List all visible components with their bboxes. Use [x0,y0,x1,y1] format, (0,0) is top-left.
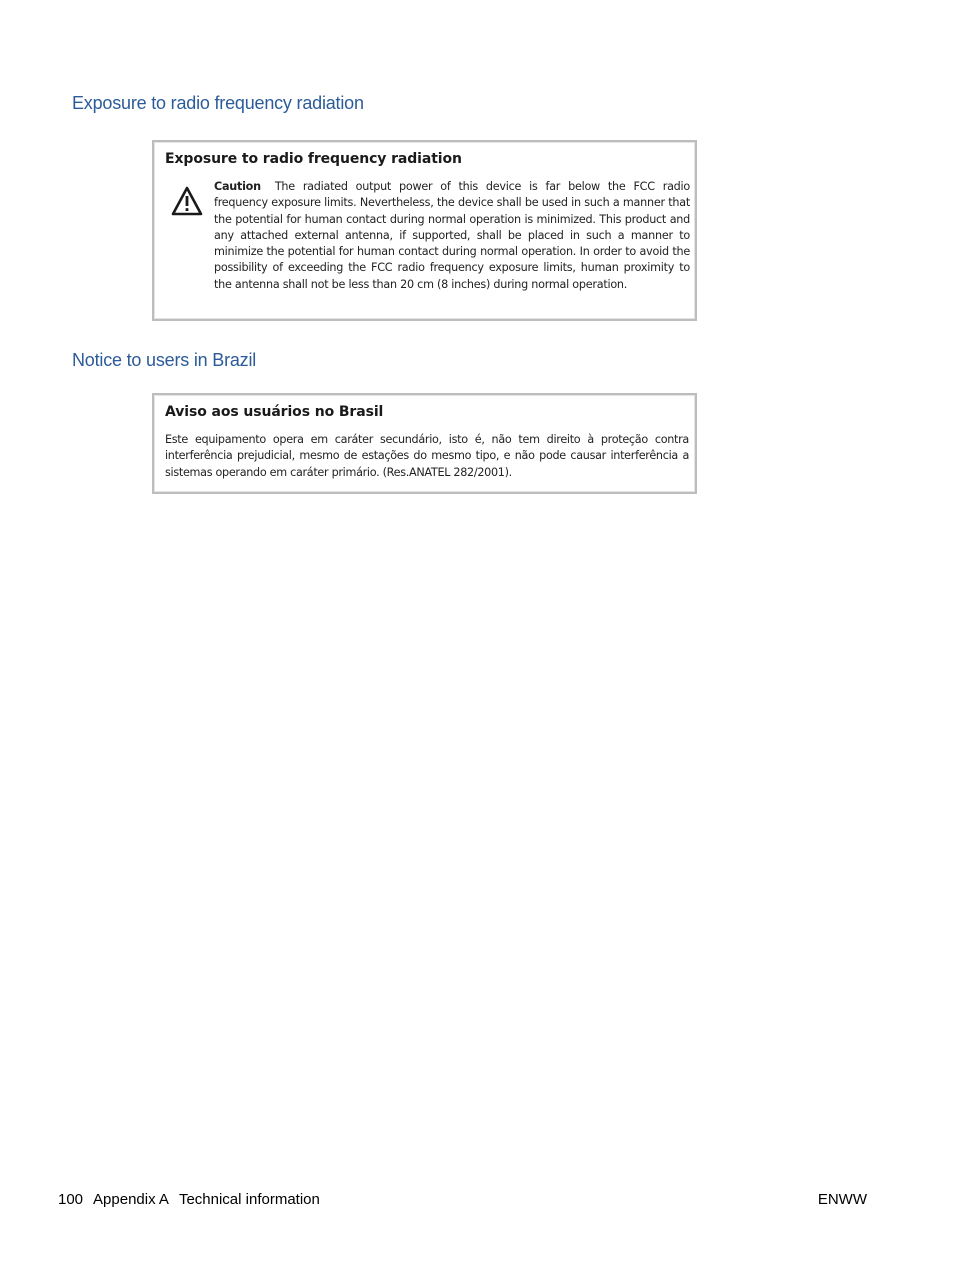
brazil-notice-box [152,393,697,494]
caution-label: Caution [214,180,261,193]
footer-chapter-title: Technical information [178,1191,320,1208]
rf-exposure-box-title: Exposure to radio frequency radiation [165,151,462,167]
brazil-notice-text: Este equipamento opera em caráter secundário, isto é, não tem direito à proteção contra interferência prejudicial, mesmo de estações do mesmo tipo, e não pode causar interferência a sistemas operando em caráter primário. (Res.ANATEL 282/2001). [165,433,689,479]
section-heading-brazil: Notice to users in Brazil [72,350,257,370]
rf-exposure-caution-text [214,179,690,293]
warning-triangle-icon [171,186,203,216]
page-number: 100 [58,1191,84,1208]
section-heading-rf-exposure: Exposure to radio frequency radiation [72,93,364,113]
footer-doc-code: ENWW [817,1191,867,1208]
page-footer-left [58,1191,320,1208]
footer-chapter: Appendix A [93,1191,169,1208]
brazil-box-title: Aviso aos usuários no Brasil [165,404,384,420]
rf-exposure-notice-box [152,140,697,321]
caution-body: The radiated output power of this device is far below the FCC radio frequency exposure limits. Nevertheless, the device shall be used in such a manner that the potential for human contact during normal operation is minimized. This product and any attached external antenna, if supported, shall be placed in such a manner to minimize the potential for human contact during normal operation. In order to avoid the possibility of exceeding the FCC radio frequency exposure limits, human proximity to the antenna shall not be less than 20 cm (8 inches) during normal operation. [214,180,690,291]
